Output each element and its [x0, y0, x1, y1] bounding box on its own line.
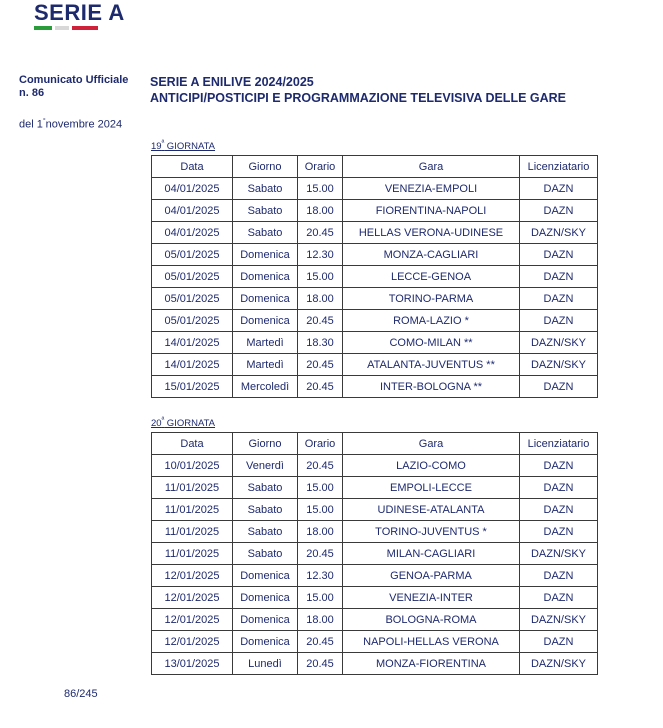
cell-giorno: Sabato — [233, 543, 298, 565]
cell-lic: DAZN/SKY — [520, 543, 598, 565]
cell-data: 05/01/2025 — [152, 244, 233, 266]
cell-gara: UDINESE-ATALANTA — [343, 499, 520, 521]
cell-giorno: Mercoledì — [233, 376, 298, 398]
cell-orario: 18.00 — [298, 200, 343, 222]
cell-lic: DAZN — [520, 587, 598, 609]
cell-data: 05/01/2025 — [152, 266, 233, 288]
cell-lic: DAZN — [520, 631, 598, 653]
cell-lic: DAZN — [520, 455, 598, 477]
section-title — [151, 140, 215, 152]
column-header-orario: Orario — [298, 433, 343, 455]
cell-orario: 20.45 — [298, 653, 343, 675]
cell-data: 11/01/2025 — [152, 477, 233, 499]
schedule-table — [151, 432, 598, 675]
cell-orario: 18.00 — [298, 288, 343, 310]
cell-giorno: Sabato — [233, 178, 298, 200]
cell-giorno: Venerdì — [233, 455, 298, 477]
cell-giorno: Domenica — [233, 310, 298, 332]
table-row — [152, 332, 598, 354]
date-suffix: novembre 2024 — [45, 118, 123, 131]
cell-gara: VENEZIA-EMPOLI — [343, 178, 520, 200]
table-row — [152, 565, 598, 587]
cell-data: 12/01/2025 — [152, 565, 233, 587]
table-row — [152, 354, 598, 376]
cell-gara: FIORENTINA-NAPOLI — [343, 200, 520, 222]
document-heading — [150, 74, 566, 106]
cell-giorno: Domenica — [233, 609, 298, 631]
cell-gara: MONZA-CAGLIARI — [343, 244, 520, 266]
cell-data: 11/01/2025 — [152, 543, 233, 565]
cell-lic: DAZN — [520, 266, 598, 288]
cell-orario: 20.45 — [298, 222, 343, 244]
cell-lic: DAZN — [520, 288, 598, 310]
cell-giorno: Lunedì — [233, 653, 298, 675]
table-row — [152, 477, 598, 499]
comunicato-line1: Comunicato Ufficiale — [19, 74, 129, 86]
section-ordinal: ª — [161, 140, 165, 147]
cell-data: 05/01/2025 — [152, 310, 233, 332]
cell-orario: 20.45 — [298, 543, 343, 565]
cell-lic: DAZN/SKY — [520, 609, 598, 631]
cell-orario: 20.45 — [298, 376, 343, 398]
column-header-lic: Licenziatario — [520, 433, 598, 455]
cell-gara: NAPOLI-HELLAS VERONA — [343, 631, 520, 653]
cell-gara: MILAN-CAGLIARI — [343, 543, 520, 565]
cell-lic: DAZN/SKY — [520, 332, 598, 354]
cell-orario: 20.45 — [298, 455, 343, 477]
cell-orario: 20.45 — [298, 631, 343, 653]
cell-gara: ATALANTA-JUVENTUS ** — [343, 354, 520, 376]
cell-gara: TORINO-PARMA — [343, 288, 520, 310]
column-header-lic: Licenziatario — [520, 156, 598, 178]
cell-gara: BOLOGNA-ROMA — [343, 609, 520, 631]
cell-lic: DAZN — [520, 376, 598, 398]
page-number: 86/245 — [64, 688, 98, 700]
cell-gara: LECCE-GENOA — [343, 266, 520, 288]
column-header-gara: Gara — [343, 156, 520, 178]
cell-giorno: Sabato — [233, 499, 298, 521]
cell-lic: DAZN — [520, 200, 598, 222]
cell-lic: DAZN — [520, 244, 598, 266]
cell-orario: 20.45 — [298, 354, 343, 376]
cell-giorno: Domenica — [233, 288, 298, 310]
cell-gara: ROMA-LAZIO * — [343, 310, 520, 332]
cell-lic: DAZN — [520, 521, 598, 543]
table-row — [152, 310, 598, 332]
comunicato-label — [19, 74, 139, 100]
table-row — [152, 499, 598, 521]
cell-data: 11/01/2025 — [152, 521, 233, 543]
cell-data: 05/01/2025 — [152, 288, 233, 310]
cell-data: 14/01/2025 — [152, 332, 233, 354]
date-prefix: del 1 — [19, 118, 43, 131]
table-row — [152, 653, 598, 675]
table-row — [152, 200, 598, 222]
cell-lic: DAZN/SKY — [520, 653, 598, 675]
cell-lic: DAZN — [520, 499, 598, 521]
cell-lic: DAZN — [520, 310, 598, 332]
table-header-row — [152, 433, 598, 455]
cell-orario: 18.00 — [298, 521, 343, 543]
cell-lic: DAZN/SKY — [520, 222, 598, 244]
cell-giorno: Martedì — [233, 332, 298, 354]
table-row — [152, 376, 598, 398]
logo-text: SERIE A — [34, 0, 125, 25]
cell-orario: 15.00 — [298, 266, 343, 288]
cell-data: 12/01/2025 — [152, 631, 233, 653]
cell-gara: VENEZIA-INTER — [343, 587, 520, 609]
publication-date — [19, 118, 122, 131]
cell-data: 04/01/2025 — [152, 222, 233, 244]
cell-orario: 20.45 — [298, 310, 343, 332]
flag-red-bar — [72, 26, 98, 30]
serie-a-logo — [34, 0, 125, 30]
cell-orario: 12.30 — [298, 565, 343, 587]
column-header-orario: Orario — [298, 156, 343, 178]
cell-giorno: Sabato — [233, 200, 298, 222]
cell-gara: LAZIO-COMO — [343, 455, 520, 477]
cell-orario: 15.00 — [298, 499, 343, 521]
table-row — [152, 178, 598, 200]
cell-data: 11/01/2025 — [152, 499, 233, 521]
table-header-row — [152, 156, 598, 178]
table-row — [152, 266, 598, 288]
cell-data: 15/01/2025 — [152, 376, 233, 398]
table-row — [152, 543, 598, 565]
column-header-gara: Gara — [343, 433, 520, 455]
cell-gara: HELLAS VERONA-UDINESE — [343, 222, 520, 244]
flag-green-bar — [34, 26, 52, 30]
section-number: 20 — [151, 418, 162, 430]
cell-gara: GENOA-PARMA — [343, 565, 520, 587]
cell-giorno: Domenica — [233, 587, 298, 609]
column-header-giorno: Giorno — [233, 156, 298, 178]
table-row — [152, 455, 598, 477]
cell-giorno: Sabato — [233, 477, 298, 499]
column-header-data: Data — [152, 156, 233, 178]
cell-orario: 18.00 — [298, 609, 343, 631]
cell-lic: DAZN — [520, 477, 598, 499]
cell-gara: TORINO-JUVENTUS * — [343, 521, 520, 543]
cell-giorno: Domenica — [233, 631, 298, 653]
cell-orario: 15.00 — [298, 178, 343, 200]
cell-gara: COMO-MILAN ** — [343, 332, 520, 354]
cell-giorno: Domenica — [233, 565, 298, 587]
table-row — [152, 631, 598, 653]
cell-data: 14/01/2025 — [152, 354, 233, 376]
cell-giorno: Domenica — [233, 266, 298, 288]
section-number: 19 — [151, 141, 162, 153]
cell-gara: INTER-BOLOGNA ** — [343, 376, 520, 398]
table-row — [152, 244, 598, 266]
table-row — [152, 521, 598, 543]
comunicato-line2: n. 86 — [19, 87, 45, 99]
section-label: GIORNATA — [164, 418, 216, 430]
cell-giorno: Martedì — [233, 354, 298, 376]
cell-giorno: Domenica — [233, 244, 298, 266]
table-row — [152, 222, 598, 244]
cell-gara: MONZA-FIORENTINA — [343, 653, 520, 675]
heading-line2: ANTICIPI/POSTICIPI E PROGRAMMAZIONE TELEVISIVA DELLE GARE — [150, 91, 567, 105]
cell-data: 12/01/2025 — [152, 587, 233, 609]
cell-data: 12/01/2025 — [152, 609, 233, 631]
column-header-data: Data — [152, 433, 233, 455]
cell-orario: 15.00 — [298, 477, 343, 499]
section-title — [151, 417, 215, 429]
section-label: GIORNATA — [164, 141, 216, 153]
cell-data: 10/01/2025 — [152, 455, 233, 477]
cell-giorno: Sabato — [233, 521, 298, 543]
column-header-giorno: Giorno — [233, 433, 298, 455]
cell-data: 04/01/2025 — [152, 200, 233, 222]
cell-lic: DAZN/SKY — [520, 354, 598, 376]
date-sup: ° — [42, 118, 46, 125]
cell-gara: EMPOLI-LECCE — [343, 477, 520, 499]
schedule-table — [151, 155, 598, 398]
cell-orario: 12.30 — [298, 244, 343, 266]
section-ordinal: ª — [161, 417, 165, 424]
table-row — [152, 609, 598, 631]
table-row — [152, 288, 598, 310]
italian-flag-bars — [34, 26, 125, 30]
heading-line1: SERIE A ENILIVE 2024/2025 — [150, 75, 314, 89]
cell-lic: DAZN — [520, 565, 598, 587]
cell-giorno: Sabato — [233, 222, 298, 244]
table-row — [152, 587, 598, 609]
cell-data: 13/01/2025 — [152, 653, 233, 675]
flag-white-bar — [55, 26, 69, 30]
cell-orario: 18.30 — [298, 332, 343, 354]
cell-orario: 15.00 — [298, 587, 343, 609]
cell-data: 04/01/2025 — [152, 178, 233, 200]
cell-lic: DAZN — [520, 178, 598, 200]
